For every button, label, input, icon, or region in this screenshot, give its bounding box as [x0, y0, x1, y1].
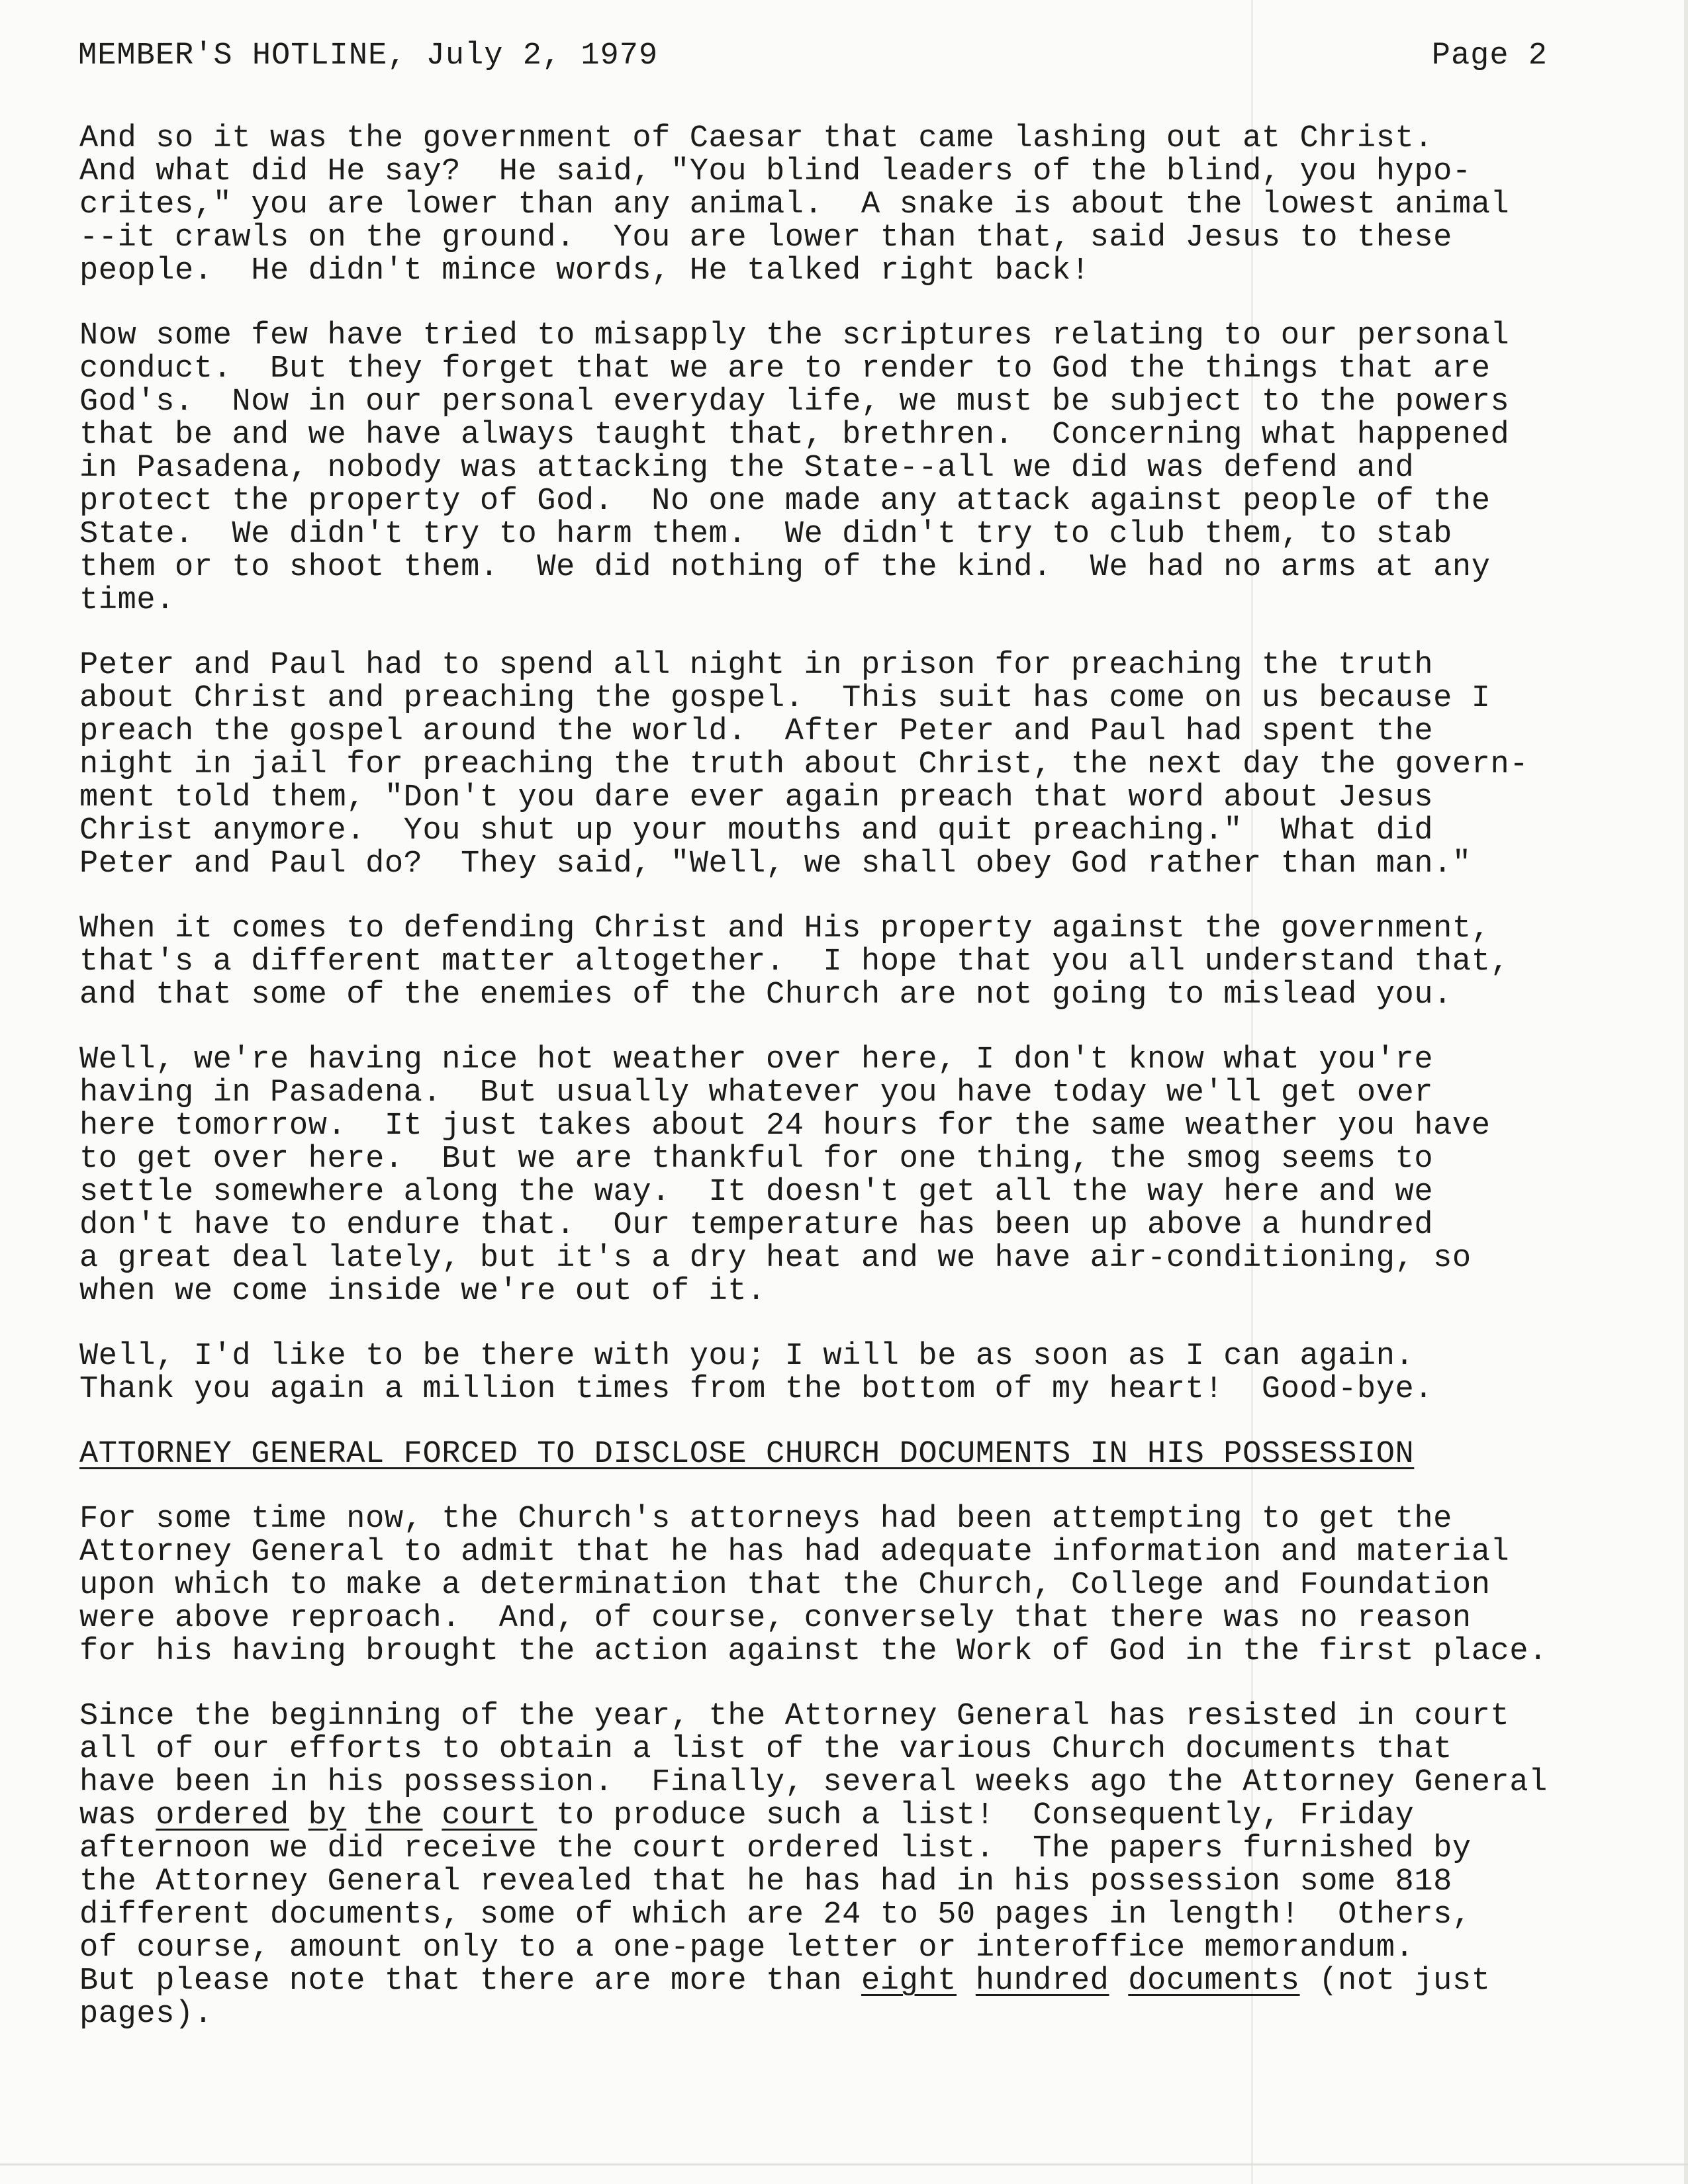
text-line: Peter and Paul do? They said, "Well, we shall obey God rather than man." [79, 846, 1472, 882]
underlined-word: documents [1128, 1964, 1300, 1999]
paragraph [79, 1700, 1655, 2031]
text-line: a great deal lately, but it's a dry heat and we have air-conditioning, so [79, 1241, 1472, 1276]
text-line: for his having brought the action against the Work of God in the first place. [79, 1634, 1548, 1669]
paragraph [79, 1503, 1655, 1668]
text-line: different documents, some of which are 24 to 50 pages in length! Others, [79, 1897, 1472, 1933]
paper-edge [1684, 0, 1688, 2184]
text-line: But please note that there are more than eight hundred documents (not just [79, 1964, 1491, 1999]
text-line: have been in his possession. Finally, several weeks ago the Attorney General [79, 1765, 1548, 1800]
paragraph [79, 649, 1655, 881]
text-line: Now some few have tried to misapply the scriptures relating to our personal [79, 318, 1510, 353]
text-line: Thank you again a million times from the bottom of my heart! Good-bye. [79, 1372, 1434, 1407]
paragraph [79, 320, 1655, 617]
text-line: settle somewhere along the way. It doesn't get all the way here and we [79, 1175, 1434, 1210]
text-line: And so it was the government of Caesar that came lashing out at Christ. [79, 121, 1434, 156]
underlined-word: hundred [975, 1964, 1109, 1999]
section-heading: ATTORNEY GENERAL FORCED TO DISCLOSE CHURCH DOCUMENTS IN HIS POSSESSION [79, 1437, 1415, 1472]
underlined-word: ordered [156, 1798, 289, 1833]
text-line: Well, we're having nice hot weather over here, I don't know what you're [79, 1042, 1434, 1077]
text-line: when we come inside we're out of it. [79, 1274, 766, 1309]
text-line: Well, I'd like to be there with you; I will be as soon as I can again. [79, 1339, 1415, 1374]
text-line: When it comes to defending Christ and His property against the government, [79, 911, 1491, 946]
text-line: Peter and Paul had to spend all night in prison for preaching the truth [79, 648, 1434, 683]
text-line: time. [79, 583, 175, 618]
underlined-word: by [308, 1798, 347, 1833]
text-line: of course, amount only to a one-page letter or interoffice memorandum. [79, 1931, 1415, 1966]
paragraph [79, 1044, 1655, 1308]
paragraph [79, 913, 1655, 1012]
paragraph [79, 1340, 1655, 1406]
text-line: the Attorney General revealed that he has had in his possession some 818 [79, 1864, 1452, 1899]
underlined-word: eight [861, 1964, 957, 1999]
text-line: them or to shoot them. We did nothing of the kind. We had no arms at any [79, 550, 1491, 585]
text-line: that be and we have always taught that, brethren. Concerning what happened [79, 418, 1510, 453]
page-number: Page 2 [1431, 38, 1548, 73]
text-line: about Christ and preaching the gospel. This suit has come on us because I [79, 681, 1491, 716]
text-line: afternoon we did receive the court ordered list. The papers furnished by [79, 1831, 1472, 1866]
text-line: don't have to endure that. Our temperature has been up above a hundred [79, 1208, 1434, 1243]
page-header [78, 38, 1548, 73]
underlined-word: court [442, 1798, 538, 1833]
text-line: conduct. But they forget that we are to render to God the things that are [79, 351, 1491, 387]
text-line: Since the beginning of the year, the Attorney General has resisted in court [79, 1699, 1510, 1734]
text-line: preach the gospel around the world. After Peter and Paul had spent the [79, 714, 1434, 749]
text-line: was ordered by the court to produce such a list! Consequently, Friday [79, 1798, 1415, 1833]
text-line: protect the property of God. No one made any attack against people of the [79, 484, 1491, 519]
text-line: here tomorrow. It just takes about 24 hours for the same weather you have [79, 1109, 1491, 1144]
text-line: having in Pasadena. But usually whatever you have today we'll get over [79, 1075, 1434, 1111]
text-line: State. We didn't try to harm them. We didn't try to club them, to stab [79, 517, 1452, 552]
text-line: pages). [79, 1997, 213, 2032]
text-line: in Pasadena, nobody was attacking the State--all we did was defend and [79, 451, 1415, 486]
text-line: that's a different matter altogether. I hope that you all understand that, [79, 944, 1510, 979]
text-line: night in jail for preaching the truth about Christ, the next day the govern- [79, 747, 1529, 782]
text-line: God's. Now in our personal everyday life, we must be subject to the powers [79, 385, 1510, 420]
text-line: Christ anymore. You shut up your mouths and quit preaching." What did [79, 813, 1434, 848]
text-line: For some time now, the Church's attorneys had been attempting to get the [79, 1502, 1452, 1537]
text-line: crites," you are lower than any animal. A snake is about the lowest animal [79, 187, 1510, 222]
text-line: ment told them, "Don't you dare ever again preach that word about Jesus [79, 780, 1434, 815]
text-line: all of our efforts to obtain a list of the various Church documents that [79, 1732, 1452, 1767]
text-line: were above reproach. And, of course, conversely that there was no reason [79, 1601, 1472, 1636]
text-line: --it crawls on the ground. You are lower than that, said Jesus to these [79, 220, 1452, 255]
underlined-word: the [365, 1798, 423, 1833]
paper-bottom-edge [0, 2163, 1688, 2165]
text-line: And what did He say? He said, "You blind leaders of the blind, you hypo- [79, 154, 1472, 189]
text-line: upon which to make a determination that the Church, College and Foundation [79, 1568, 1491, 1603]
document-body [79, 122, 1655, 2063]
newsletter-title: MEMBER'S HOTLINE, July 2, 1979 [78, 38, 659, 73]
paragraph [79, 122, 1655, 288]
text-line: people. He didn't mince words, He talked right back! [79, 253, 1090, 289]
text-line: and that some of the enemies of the Church are not going to mislead you. [79, 978, 1452, 1013]
text-line: to get over here. But we are thankful for one thing, the smog seems to [79, 1142, 1434, 1177]
text-line: Attorney General to admit that he has had adequate information and material [79, 1535, 1510, 1570]
